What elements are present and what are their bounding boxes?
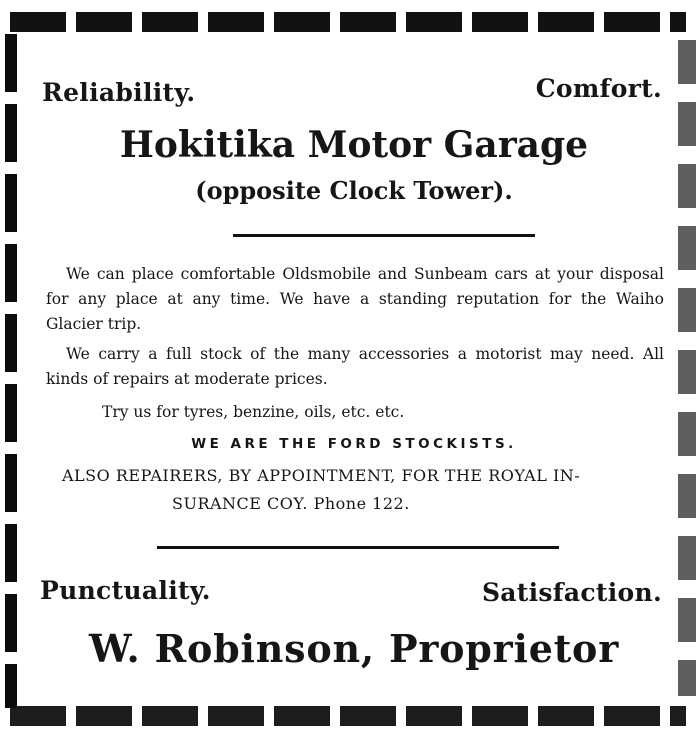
paragraph-cars: We can place comfortable Oldsmobile and Sunbeam cars at your disposal for any place at any time. We have a standing reputation for the Waiho Glacier trip. <box>46 265 664 333</box>
corner-reliability: Reliability. <box>42 78 196 107</box>
corner-satisfaction: Satisfaction. <box>481 578 662 607</box>
garage-title: Hokitika Motor Garage <box>119 124 589 166</box>
advertisement <box>40 0 668 732</box>
corner-punctuality: Punctuality. <box>40 576 211 605</box>
paragraph-accessories: We carry a full stock of the many accessories a motorist may need. All kinds of repairs at moderate prices. <box>46 345 664 388</box>
divider-rule-top <box>233 234 535 237</box>
ford-stockists-line: WE ARE THE FORD STOCKISTS. <box>191 436 517 452</box>
proprietor-name: W. Robinson, Proprietor <box>88 626 620 671</box>
paragraph-tyres: Try us for tyres, benzine, oils, etc. etc. <box>102 403 405 421</box>
garage-location: (opposite Clock Tower). <box>195 176 513 205</box>
divider-rule-bottom <box>157 546 559 549</box>
corner-comfort: Comfort. <box>535 74 662 103</box>
insurance-line-1: ALSO REPAIRERS, BY APPOINTMENT, FOR THE ROYAL IN- <box>62 466 581 485</box>
insurance-line-2: SURANCE COY. Phone 122. <box>172 494 410 513</box>
decorative-border-left <box>5 34 17 708</box>
decorative-border-right <box>678 40 696 696</box>
